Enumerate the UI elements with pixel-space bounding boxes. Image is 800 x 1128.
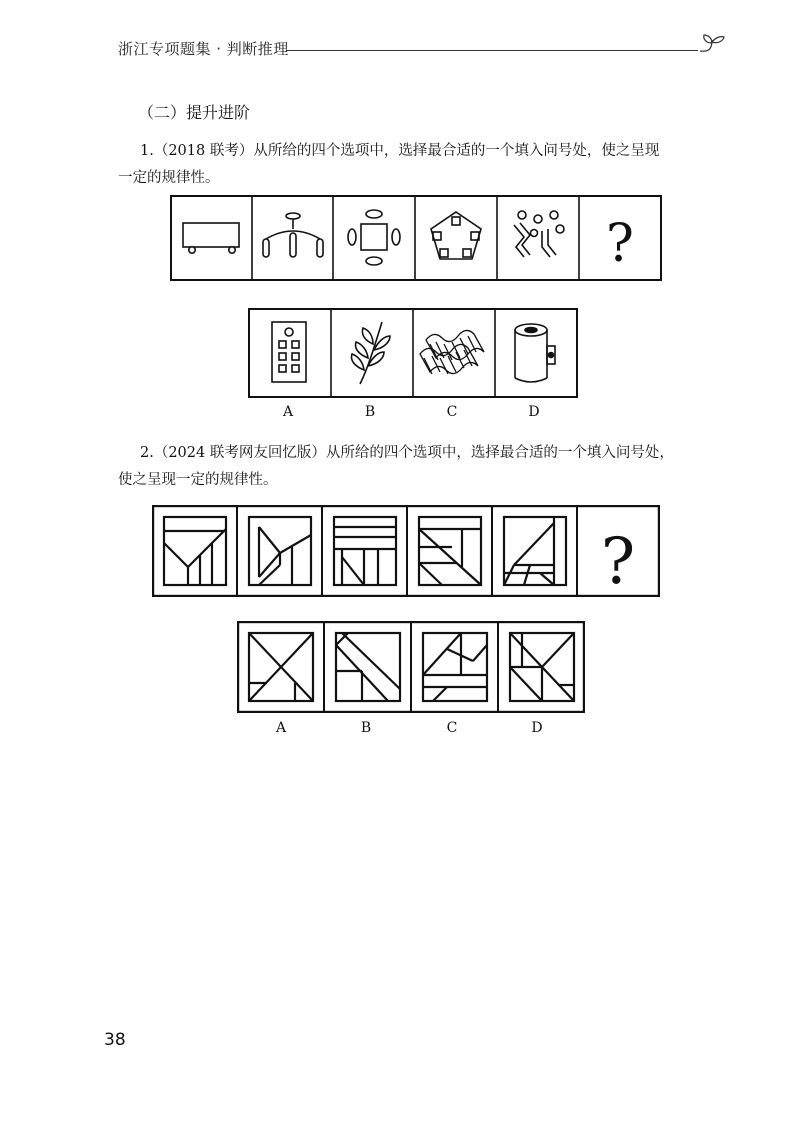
q1-option-b-label: B: [364, 404, 376, 420]
q2-cell-4-figure: [419, 517, 481, 585]
q2-option-c-figure[interactable]: [423, 633, 487, 701]
q2-cell-5-figure: [504, 517, 566, 585]
sprout-icon: [696, 34, 726, 60]
q2-option-c-label: C: [446, 720, 458, 736]
q1-option-b-figure[interactable]: [352, 322, 391, 384]
q2-option-a-label: A: [275, 720, 287, 736]
question-2-line-2: 使之呈现一定的规律性。: [118, 472, 278, 488]
question-2-line-1: 2.（2024 联考网友回忆版）从所给的四个选项中，选择最合适的一个填入问号处，: [140, 445, 674, 461]
q2-option-b-label: B: [360, 720, 372, 736]
q2-option-d-figure[interactable]: [510, 633, 574, 701]
q1-option-a-label: A: [282, 404, 294, 420]
question-1-line-1: 1.（2018 联考）从所给的四个选项中，选择最合适的一个填入问号处，使之呈现: [140, 143, 660, 159]
header-rule: [286, 50, 698, 51]
q1-option-c-figure[interactable]: [420, 330, 484, 374]
q1-question-mark: ?: [606, 214, 634, 274]
q2-cell-1-figure: [164, 517, 226, 585]
q1-cell-5-figure: [514, 211, 564, 257]
question-2-puzzle-row: [152, 505, 660, 597]
q1-option-d-label: D: [528, 404, 540, 420]
q2-cell-2-figure: [249, 517, 311, 585]
question-2-options-row: [237, 621, 585, 713]
q1-cell-2-figure: [263, 213, 323, 257]
question-1-line-2: 一定的规律性。: [118, 170, 220, 186]
question-1-options-row: [248, 308, 578, 398]
q2-question-mark: ?: [600, 525, 636, 597]
section-title: （二）提升进阶: [138, 103, 251, 122]
q1-cell-1-figure: [183, 223, 239, 253]
question-1-text: [118, 138, 718, 192]
page-header: [118, 34, 728, 64]
q2-cell-3-figure: [334, 517, 396, 585]
book-title: 浙江专项题集 · 判断推理: [118, 40, 289, 58]
page-number: 38: [104, 1030, 126, 1050]
q1-cell-4-figure: [431, 212, 481, 259]
q1-cell-3-figure: [348, 210, 400, 265]
q1-option-a-figure[interactable]: [272, 322, 306, 382]
q1-option-c-label: C: [446, 404, 458, 420]
q2-option-d-label: D: [531, 720, 543, 736]
q2-option-a-figure[interactable]: [249, 633, 313, 701]
q2-option-b-figure[interactable]: [336, 633, 400, 701]
question-1-puzzle-row: [170, 195, 662, 281]
q1-option-d-figure[interactable]: [515, 324, 555, 382]
question-2-text: [118, 440, 718, 494]
